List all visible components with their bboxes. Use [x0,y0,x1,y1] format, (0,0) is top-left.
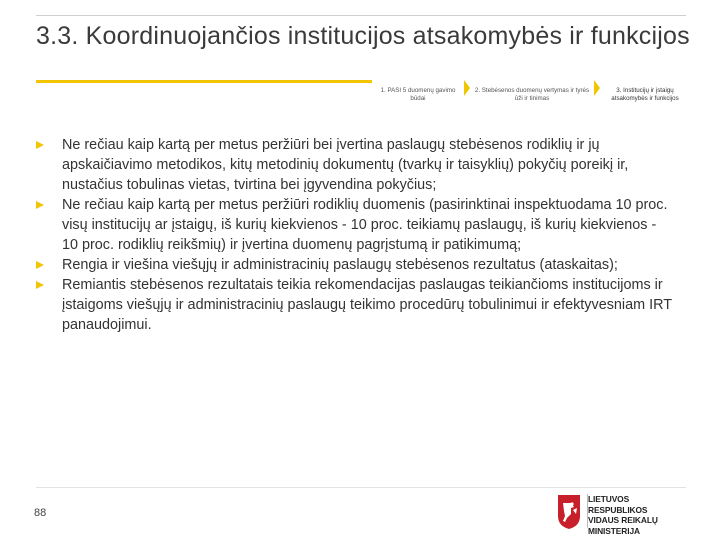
list-item-text: Ne rečiau kaip kartą per metus peržiūri bei įvertina paslaugų stebėsenos rodiklių ir jų apskaičiavimo metodikos, kitų metodinių dokumentų (tvarkų ir taisyklių) pokyčių poreikį ir, nustačius tobulinas vietas, tvirtina bei įgyvendina pokyčius; [62,137,629,193]
title-underline [36,80,372,83]
process-steps [372,80,690,106]
list-item-text: Rengia ir viešina viešųjų ir administracinių paslaugų stebėsenos rezultatus (ataskaitas); [62,257,618,273]
bullet-arrow-icon [36,261,44,269]
step-1: 1. PASI 5 duomenų gavimo būdai [380,87,456,102]
list-item [36,275,676,335]
bullet-arrow-icon [36,141,44,149]
ministry-logo [557,494,687,536]
list-item [36,255,676,275]
page-number: 88 [34,507,47,519]
bottom-divider [36,487,686,488]
ministry-name-line: LIETUVOS RESPUBLIKOS [588,494,648,515]
list-item-text: Remiantis stebėsenos rezultatais teikia rekomendacijas paslaugas teikiančioms institucijoms ir įstaigoms viešųjų ir administracinių paslaugų teikimo procedūrų tobulinimui ir efektyvesniam IRT panaudojimui. [62,277,672,333]
list-item [36,135,676,195]
ministry-name-line: VIDAUS REIKALŲ [588,515,658,525]
slide-title: 3.3. Koordinuojančios institucijos atsakomybės ir funkcijos [36,22,690,50]
step-3: 3. Institucijų ir įstaigų atsakomybės ir funkcijos [611,87,679,102]
list-item-text: Ne rečiau kaip kartą per metus peržiūri rodiklių duomenis (pasirinktinai inspektuodama 10 proc. visų institucijų ar įstaigų, iš kurių kiekvienos - 10 proc. teikiamų paslaugų, iš kurių kiekvienos - 10 proc. rodiklių reikšmių) ir įvertina duomenų pagrįstumą ir patikimumą; [62,197,668,253]
ministry-name-line: MINISTERIJA [588,525,640,536]
top-divider [36,15,686,16]
bullet-arrow-icon [36,201,44,209]
bullet-list [36,135,676,335]
coat-of-arms-icon [557,494,581,530]
bullet-arrow-icon [36,281,44,289]
list-item [36,195,676,255]
ministry-name [588,494,688,536]
step-2: 2. Stebėsenos duomenų vertymas ir tyrės ūži ir tinimas [474,87,590,102]
